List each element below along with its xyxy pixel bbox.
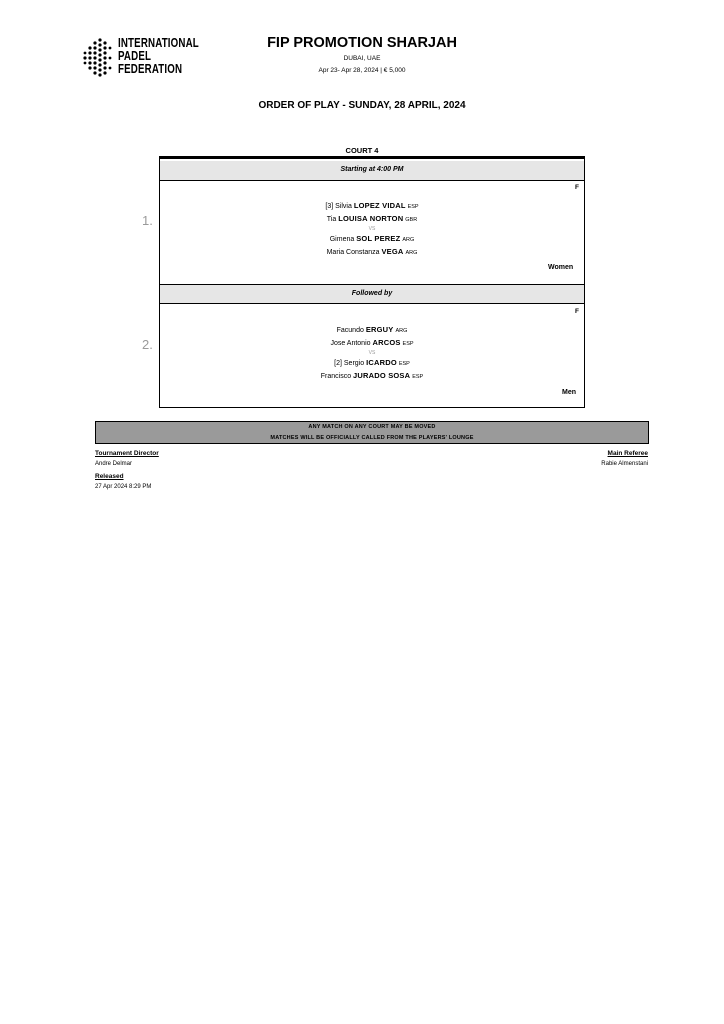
notice-banner: [95, 421, 649, 444]
match-2-versus: VS: [368, 350, 376, 356]
match-1-player-2: [159, 214, 585, 223]
match-1-number: 1.: [142, 213, 153, 228]
match-2-category: Men: [562, 389, 576, 396]
notice-line-1: ANY MATCH ON ANY COURT MAY BE MOVED: [308, 424, 436, 430]
match-2-player-4: [159, 371, 585, 380]
referee-name: Rabie Almenstani: [601, 461, 648, 467]
match-1-player-1: [159, 201, 585, 210]
tournament-title: FIP PROMOTION SHARJAH: [267, 35, 457, 51]
player-surname: ERGUY: [365, 325, 394, 334]
player-surname: LOUISA NORTON: [338, 214, 404, 223]
player-nationality: GBR: [405, 217, 418, 223]
player-first-name: Gimena: [329, 236, 355, 243]
order-of-play-title: ORDER OF PLAY - SUNDAY, 28 APRIL, 2024: [258, 100, 466, 111]
director-label: Tournament Director: [95, 450, 159, 457]
player-first-name: Silvia: [335, 203, 352, 210]
match-2-player-3: [159, 358, 585, 367]
match-1-player-4: [159, 247, 585, 256]
logo-line-2: PADEL: [118, 49, 152, 64]
player-surname: JURADO SOSA: [353, 371, 411, 380]
player-first-name: Jose Antonio: [330, 340, 371, 347]
player-first-name: Sergio: [343, 360, 365, 367]
match-2-player-2: [159, 338, 585, 347]
match-1-versus: VS: [368, 226, 376, 232]
player-first-name: Tia: [326, 216, 337, 223]
court-title: COURT 4: [345, 146, 379, 155]
player-surname: ARCOS: [372, 338, 401, 347]
logo-line-3: FEDERATION: [118, 62, 183, 77]
player-nationality: ARG: [405, 250, 418, 256]
match-2-number: 2.: [142, 337, 153, 352]
player-seed: [2]: [334, 360, 342, 367]
match-2-player-1: [159, 325, 585, 334]
player-surname: LOPEZ VIDAL: [353, 201, 406, 210]
tournament-location: DUBAI, UAE: [343, 55, 381, 62]
match-1-category: Women: [548, 264, 574, 271]
player-surname: ICARDO: [366, 358, 397, 367]
player-nationality: ARG: [395, 328, 408, 334]
notice-line-2: MATCHES WILL BE OFFICIALLY CALLED FROM THE PLAYERS' LOUNGE: [270, 434, 474, 441]
player-first-name: Maria Constanza: [326, 249, 380, 256]
tournament-dates-prize: Apr 23- Apr 28, 2024 | € 5,000: [318, 67, 406, 74]
match-1-time-band: Starting at 4:00 PM: [160, 161, 584, 181]
director-name: Andre Delmar: [95, 461, 133, 467]
player-surname: VEGA: [381, 247, 404, 256]
released-label: Released: [95, 473, 124, 480]
match-1-type: F: [575, 184, 579, 191]
player-nationality: ESP: [398, 361, 410, 367]
match-1-player-3: [159, 234, 585, 243]
player-surname: SOL PEREZ: [356, 234, 401, 243]
match-2-type: F: [575, 308, 579, 315]
match-2-time-band: Followed by: [160, 284, 584, 304]
player-nationality: ARG: [402, 237, 415, 243]
player-nationality: ESP: [412, 374, 424, 380]
player-nationality: ESP: [402, 341, 414, 347]
player-nationality: ESP: [407, 204, 419, 210]
player-first-name: Facundo: [336, 327, 364, 334]
referee-label: Main Referee: [607, 450, 648, 457]
logo-line-1: INTERNATIONAL: [118, 36, 199, 50]
player-seed: [3]: [325, 203, 334, 210]
released-date: 27 Apr 2024 8:29 PM: [95, 484, 152, 490]
player-first-name: Francisco: [320, 373, 352, 380]
